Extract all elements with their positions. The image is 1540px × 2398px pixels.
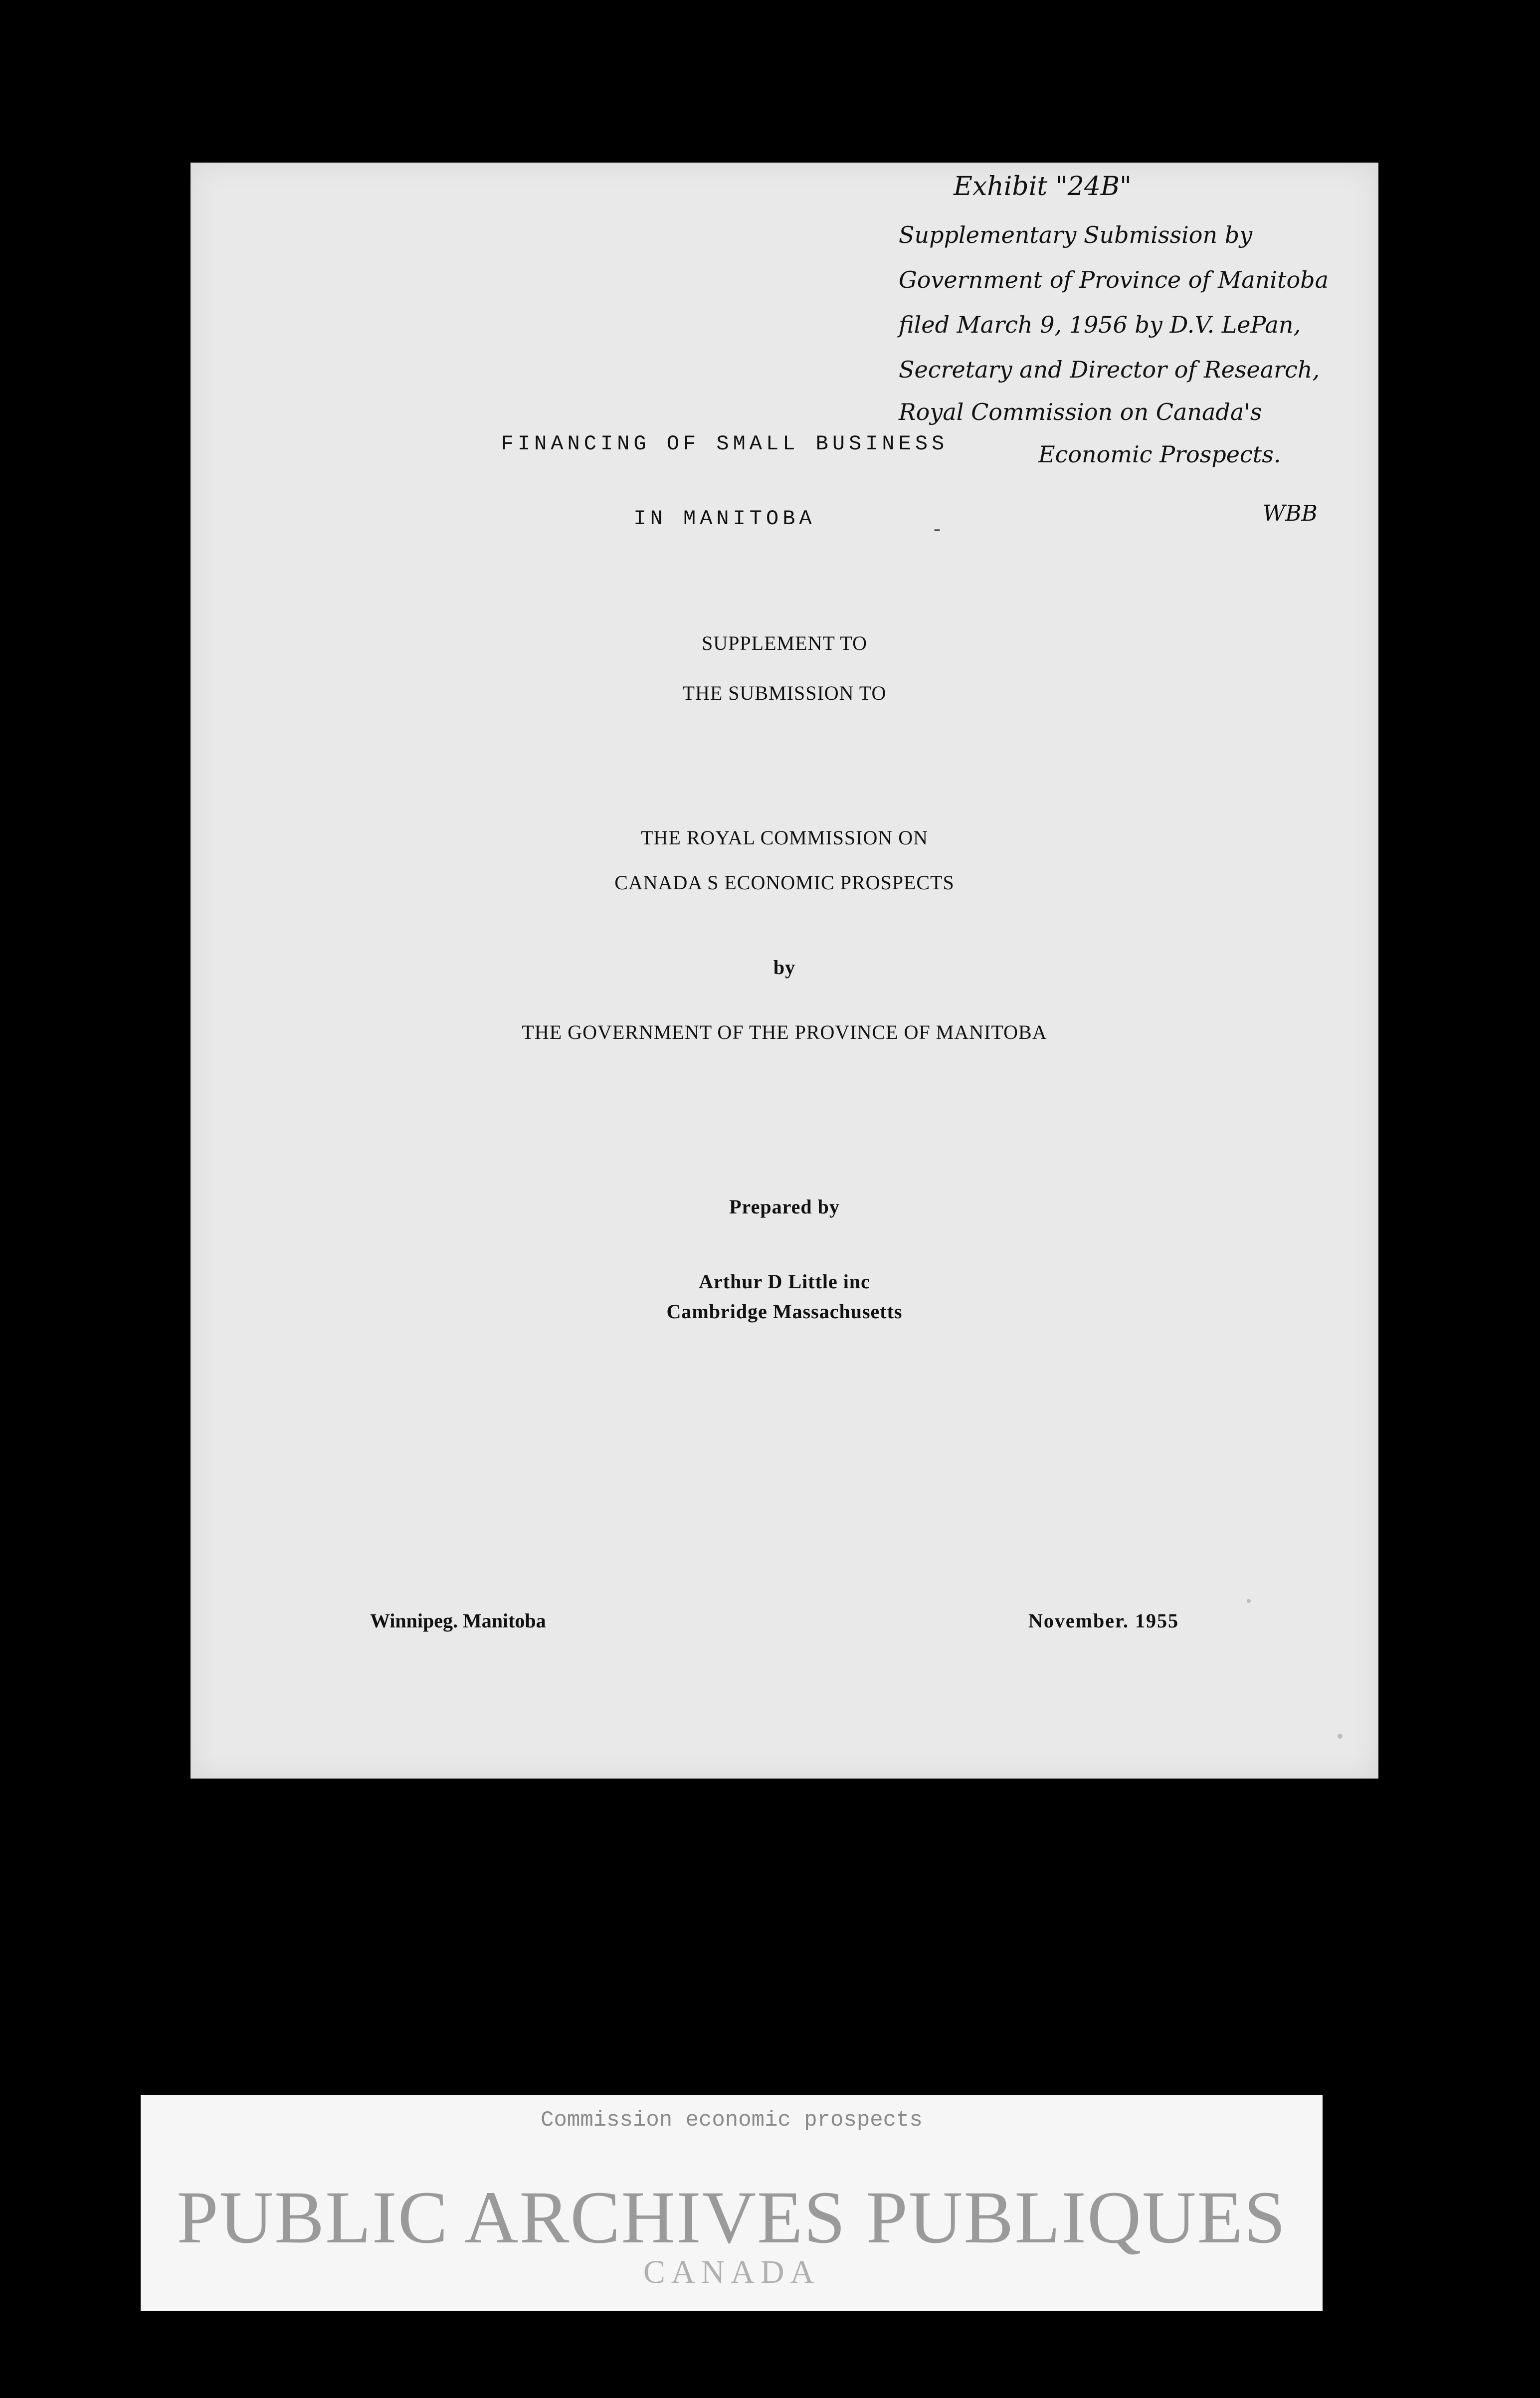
- author-line: THE GOVERNMENT OF THE PROVINCE OF MANITOBA: [522, 1021, 1047, 1043]
- handwritten-line: Government of Province of Manitoba: [899, 266, 1329, 293]
- handwritten-line: filed March 9, 1956 by D.V. LePan,: [899, 311, 1301, 338]
- preparer-location: Cambridge Massachusetts: [666, 1300, 903, 1323]
- preparer-name: Arthur D Little inc: [699, 1270, 870, 1293]
- title-line-2: IN MANITOBA: [633, 507, 816, 531]
- prepared-by-label: Prepared by: [729, 1196, 840, 1218]
- stamp-title: PUBLIC ARCHIVES PUBLIQUES: [177, 2176, 1287, 2259]
- handwritten-line: Supplementary Submission by: [899, 221, 1253, 248]
- handwritten-line: Royal Commission on Canada's: [899, 399, 1262, 425]
- paper-speck: [1247, 1599, 1251, 1603]
- supplement-line-1: SUPPLEMENT TO: [702, 632, 867, 654]
- stamp-country: CANADA: [643, 2254, 820, 2290]
- handwritten-initials: WBB: [1263, 501, 1318, 526]
- commission-line-1: THE ROYAL COMMISSION ON: [641, 826, 928, 849]
- title-line-1: FINANCING OF SMALL BUSINESS: [501, 432, 949, 456]
- commission-line-2: CANADA S ECONOMIC PROSPECTS: [614, 871, 955, 894]
- archive-stamp: [141, 2095, 1323, 2311]
- supplement-line-2: THE SUBMISSION TO: [682, 682, 887, 704]
- by-label: by: [773, 956, 796, 979]
- handwritten-line: Economic Prospects.: [1038, 441, 1281, 468]
- place-label: Winnipeg. Manitoba: [370, 1609, 546, 1632]
- title-dash: -: [934, 517, 941, 540]
- handwritten-line: Secretary and Director of Research,: [899, 356, 1320, 383]
- stamp-caption: Commission economic prospects: [541, 2108, 923, 2133]
- paper-speck: [1338, 1734, 1343, 1739]
- date-label: November. 1955: [1028, 1609, 1179, 1632]
- document-page: [191, 163, 1378, 1779]
- handwritten-exhibit-label: Exhibit "24B": [954, 172, 1132, 201]
